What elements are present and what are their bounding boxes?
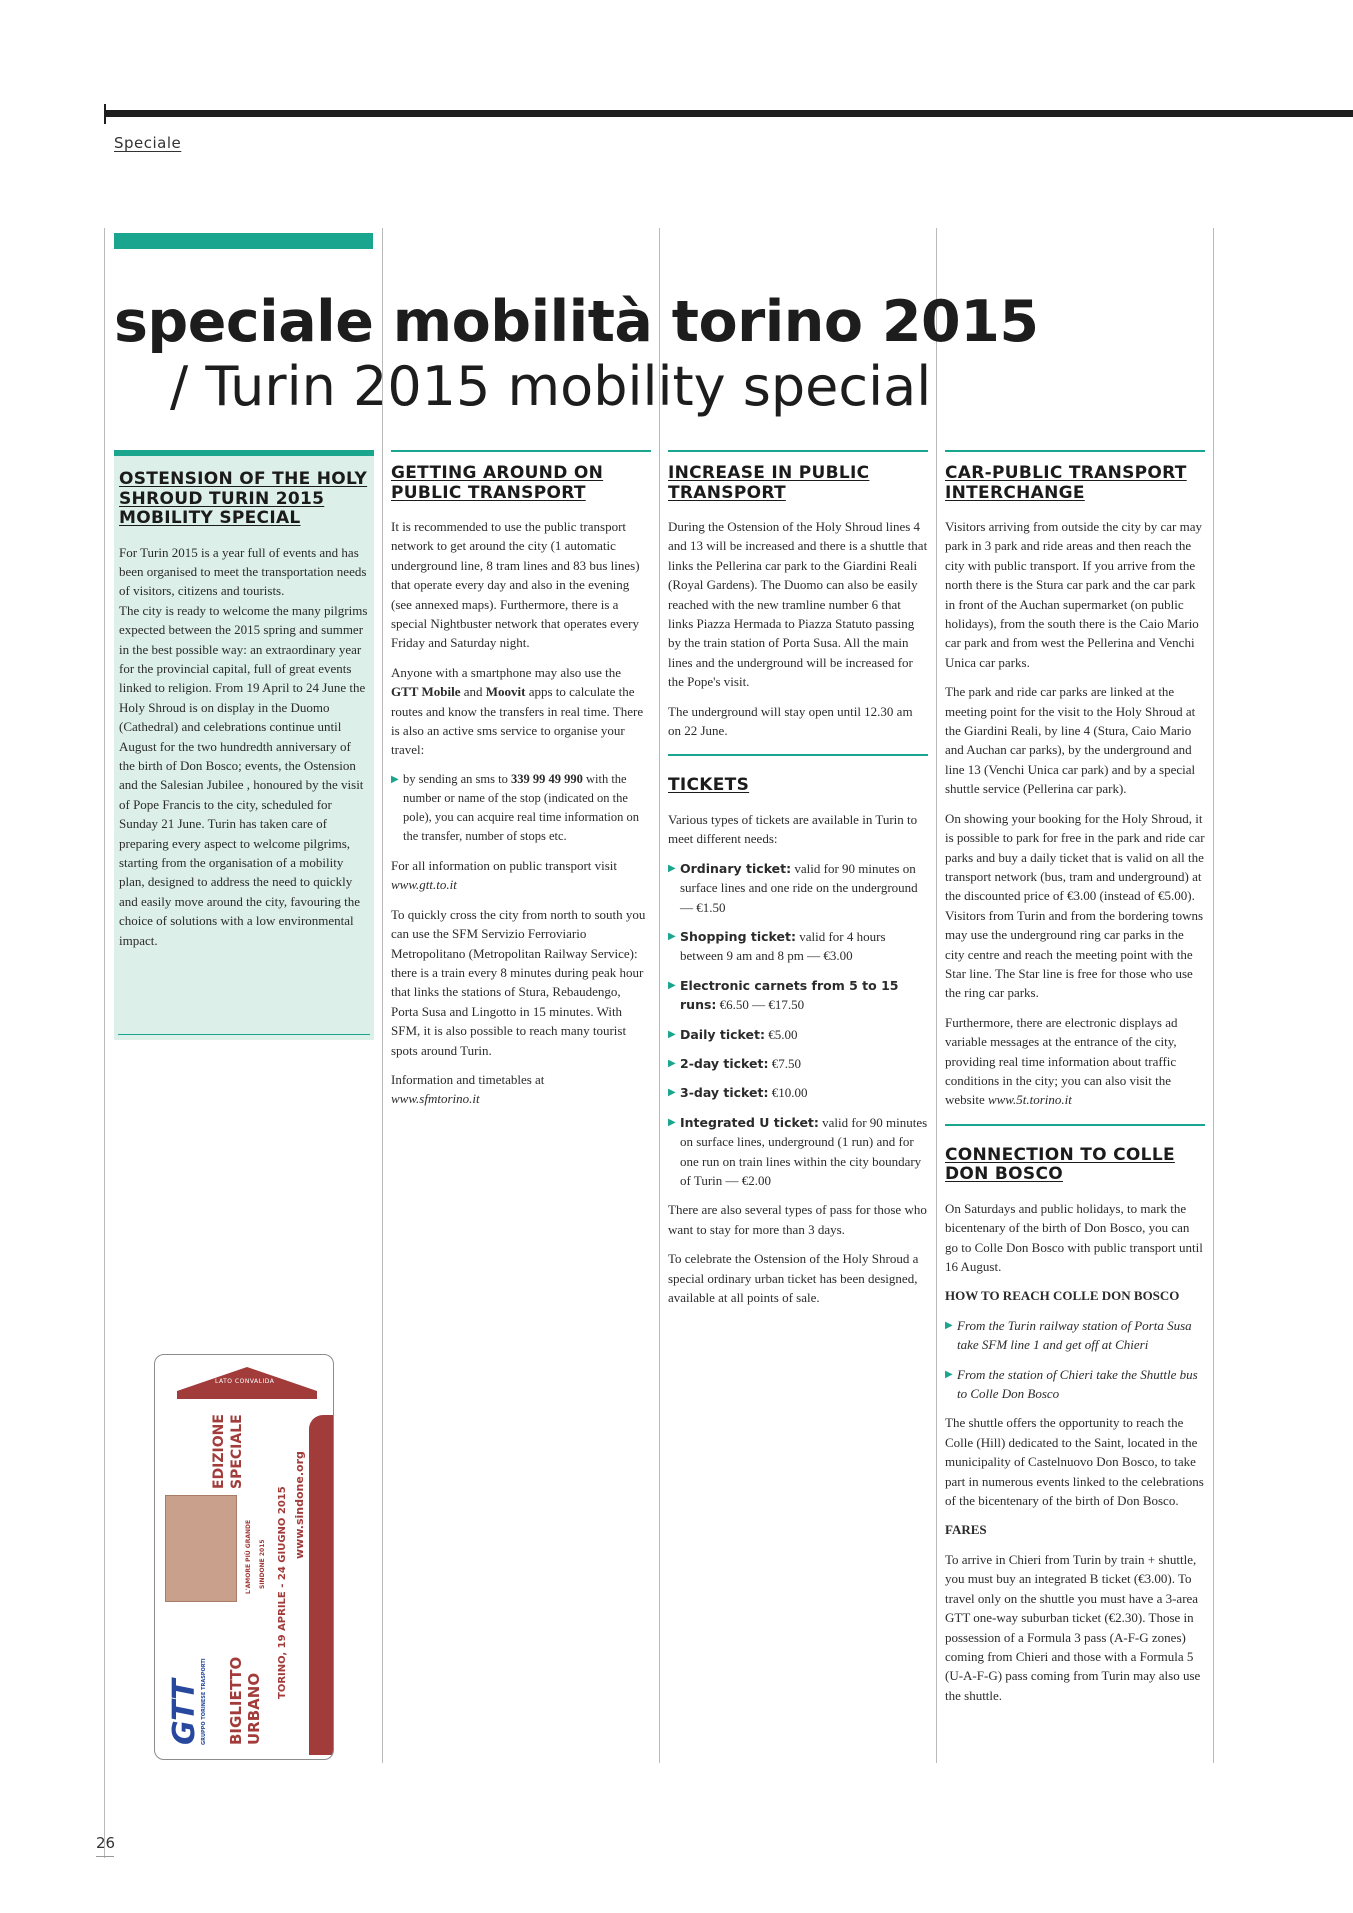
link-gtt[interactable]: www.gtt.to.it	[391, 877, 457, 893]
column-top-rule	[391, 450, 651, 452]
bullet-arrow-icon: ▶	[945, 1319, 953, 1331]
paragraph: To arrive in Chieri from Turin by train + shuttle, you must buy an integrated B ticket (€3.00). To travel only on the shuttle you must have a 3-area GTT one-way suburban ticket (€2.30). Those in possession of a Formula 3 pass (A-F-G zones) coming from Chieri and those with a Formula 5 (U-A-F-G) pass coming from Turin may also use the shuttle.	[945, 1551, 1201, 1703]
ticket-title-1: BIGLIETTO	[227, 1656, 245, 1745]
ticket-item	[668, 1083, 928, 1102]
list-item	[945, 1365, 1205, 1404]
ticket-desc: €7.50	[768, 1056, 801, 1072]
column-ostension	[114, 450, 374, 960]
list-item	[391, 770, 651, 846]
ticket-name: Integrated U ticket:	[680, 1114, 819, 1130]
column-top-rule	[945, 450, 1205, 452]
text: Anyone with a smartphone may also use the	[391, 664, 621, 680]
text: apps to calculate the routes and know the transfers in real time. There is also an active sms service to organise your travel:	[391, 684, 644, 758]
ticket-name: Shopping ticket:	[680, 929, 796, 944]
section-rule	[945, 1124, 1205, 1126]
list-item-text: From the station of Chieri take the Shuttle bus to Colle Don Bosco	[957, 1366, 1198, 1402]
bullet-arrow-icon: ▶	[668, 979, 676, 991]
heading-connection: CONNECTION TO COLLE DON BOSCO	[945, 1144, 1175, 1185]
column-getting-around	[391, 450, 651, 1119]
text: Furthermore, there are electronic displays ad variable messages at the entrance of the city, providing real time information about traffic conditions in the city; you can also visit the website	[945, 1014, 1178, 1108]
ticket-list	[668, 859, 928, 1191]
margin-line	[104, 228, 105, 1858]
ticket-edition-2: SPECIALE	[229, 1414, 245, 1489]
paragraph: Various types of tickets are available in Turin to meet different needs:	[668, 811, 918, 847]
bullet-arrow-icon: ▶	[668, 1116, 676, 1128]
page-title: speciale mobilità torino 2015	[114, 289, 1039, 355]
paragraph: There are also several types of pass for those who want to stay for more than 3 days.	[668, 1202, 927, 1237]
ticket-image	[154, 1354, 334, 1760]
ticket-name: Daily ticket:	[680, 1026, 765, 1042]
bullet-arrow-icon: ▶	[668, 1028, 676, 1040]
ticket-item	[668, 976, 928, 1015]
bullet-arrow-icon: ▶	[668, 862, 676, 874]
ticket-item	[668, 1113, 928, 1191]
paragraph	[391, 856, 651, 895]
column-divider	[382, 228, 383, 1763]
ticket-name: Ordinary ticket:	[680, 860, 792, 876]
bullet-arrow-icon: ▶	[668, 931, 676, 942]
bullet-arrow-icon: ▶	[945, 1368, 953, 1380]
column-top-rule	[114, 450, 374, 456]
ticket-desc: valid for 90 minutes on surface lines and one ride on the underground — €1.50	[680, 860, 918, 915]
ticket-website: www.sindone.org	[293, 1451, 306, 1559]
bullet-arrow-icon: ▶	[668, 1058, 676, 1070]
list-item	[945, 1316, 1205, 1355]
ticket-desc: valid for 4 hours between 9 am and 8 pm — €3.00	[680, 929, 886, 964]
page-number-rule	[96, 1856, 114, 1857]
paragraph	[391, 1070, 651, 1109]
ticket-name: 2-day ticket:	[680, 1056, 769, 1072]
app-name-moovit: Moovit	[485, 684, 526, 700]
ticket-shroud-year: SINDONE 2015	[259, 1539, 266, 1589]
ticket-dates: TORINO, 19 APRILE - 24 GIUGNO 2015	[277, 1486, 288, 1699]
paragraph: On showing your booking for the Holy Shroud, it is possible to park for free in the park and ride car parks and buy a daily ticket that is valid on all the transport network (bus, tram and underground) at the discounted price of €3.00 (instead of €5.00). Visitors from Turin and from the bordering towns may use the underground ring car parks in the city centre and reach the meeting point with the Star line. The Star line is free for those who use the ring car parks.	[945, 810, 1205, 1001]
column-bottom-rule	[118, 1034, 370, 1035]
paragraph: The city is ready to welcome the many pilgrims expected between the 2015 spring and summer in the best possible way: an extraordinary year for the provincial capital, full of great events linked to religion. From 19 April to 24 June the Holy Shroud is on display in the Duomo (Cathedral) and celebrations continue until August for the two hundredth anniversary of the birth of Don Bosco; events, the Ostension and the Salesian Jubilee , honoured by the visit of Pope Francis to the city, scheduled for Sunday 21 June. Turin has taken care of preparing every aspect to welcome pilgrims, starting from the organisation of a mobility plan, designed to address the need to quickly and easily move around the city, favouring the choice of solutions with a low environmental impact.	[119, 602, 368, 948]
text: and	[460, 684, 486, 700]
subheading-how-to-reach: HOW TO REACH COLLE DON BOSCO	[945, 1288, 1180, 1304]
paragraph	[391, 663, 651, 760]
ticket-edition-1: EDIZIONE	[211, 1414, 227, 1489]
ticket-code: Cod. 003	[303, 1710, 311, 1745]
ticket-desc: €5.00	[764, 1026, 798, 1042]
text: with the number or name of the stop (indicated on the pole), you can acquire real time information on the transfer, number of stops etc.	[403, 771, 640, 843]
heading-tickets: TICKETS	[668, 775, 750, 796]
paragraph: The shuttle offers the opportunity to reach the Colle (Hill) dedicated to the Saint, located in the municipality of Castelnuovo Don Bosco, to take part in numerous events linked to the celebrations of the bicentenary of the birth of Don Bosco.	[945, 1415, 1204, 1509]
paragraph: On Saturdays and public holidays, to mark the bicentenary of the birth of Don Bosco, you can go to Colle Don Bosco with public transport until 16 August.	[945, 1200, 1203, 1274]
ticket-name: Electronic carnets from 5 to 15 runs:	[680, 977, 899, 1013]
column-increase	[668, 450, 928, 1318]
text: For all information on public transport visit	[391, 857, 618, 873]
page-number: 26	[96, 1834, 116, 1852]
paragraph: To quickly cross the city from north to south you can use the SFM Servizio Ferroviario Metropolitano (Metropolitan Railway Service): there is a train every 8 minutes during peak hour that links the stations of Stura, Rebaudengo, Porta Susa and Lingotto in 15 minutes. With SFM, it is also possible to reach many tourist spots around Turin.	[391, 906, 646, 1058]
paragraph: During the Ostension of the Holy Shroud lines 4 and 13 will be increased and there is a shuttle that links the Pellerina car park to the Giardini Reali (Royal Gardens). The Duomo can also be easily reached with the new tramline number 6 that links Piazza Hermada to Piazza Statuto passing by the train station of Porta Susa. All the main lines and the underground will be increased for the Pope's visit.	[668, 519, 928, 690]
ticket-desc: €10.00	[768, 1085, 808, 1101]
list-item-text: From the Turin railway station of Porta Susa take SFM line 1 and get off at Chieri	[957, 1317, 1192, 1353]
sms-number: 339 99 49 990	[510, 771, 583, 786]
subheading-fares: FARES	[945, 1522, 987, 1538]
how-list	[945, 1316, 1205, 1404]
ticket-desc: valid for 90 minutes on surface lines, underground (1 run) and for one run on train lines within the city boundary of Turin — €2.00	[680, 1114, 928, 1189]
ticket-item	[668, 927, 928, 966]
ticket-item	[668, 1025, 928, 1044]
paragraph: To celebrate the Ostension of the Holy Shroud a special ordinary urban ticket has been designed, available at all points of sale.	[668, 1251, 919, 1306]
column-interchange	[945, 450, 1205, 1715]
ticket-rotated-text	[155, 1355, 333, 1759]
ticket-shroud-caption: L'AMORE PIÙ GRANDE	[245, 1519, 252, 1594]
bullet-arrow-icon: ▶	[391, 773, 399, 785]
paragraph	[945, 1013, 1205, 1110]
ticket-name: 3-day ticket:	[680, 1085, 769, 1101]
section-rule	[668, 754, 928, 756]
app-name-gtt: GTT Mobile	[391, 684, 461, 700]
ticket-item	[668, 1054, 928, 1073]
ticket-title-2: URBANO	[245, 1672, 263, 1745]
text: by sending an sms to	[403, 771, 511, 786]
title-accent-bar	[114, 233, 373, 249]
heading-getting-around: GETTING AROUND ON PUBLIC TRANSPORT	[391, 463, 604, 503]
column-divider	[659, 228, 660, 1763]
ticket-item	[668, 859, 928, 917]
text: Information and timetables at	[391, 1071, 545, 1087]
page-subtitle: / Turin 2015 mobility special	[170, 355, 932, 418]
column-top-rule	[668, 450, 928, 452]
column-divider	[1213, 228, 1214, 1763]
bullet-arrow-icon: ▶	[668, 1087, 676, 1099]
paragraph: The underground will stay open until 12.30 am on 22 June.	[668, 703, 913, 739]
link-sfm[interactable]: www.sfmtorino.it	[391, 1091, 480, 1107]
heading-interchange: CAR-PUBLIC TRANSPORT INTERCHANGE	[945, 463, 1187, 503]
section-label: Speciale	[114, 134, 182, 152]
paragraph: It is recommended to use the public transport network to get around the city (1 automatic underground line, 8 tram lines and 83 bus lines) that operate every day and also in the evening (see annexed maps). Furthermore, there is a special Nightbuster network that operates every Friday and Saturday night.	[391, 519, 640, 651]
gtt-logo-subtitle: GRUPPO TORINESE TRASPORTI	[201, 1658, 207, 1745]
link-5t[interactable]: www.5t.torino.it	[987, 1092, 1072, 1108]
ticket-validation-label: LATO CONVALIDA	[215, 1378, 275, 1385]
heading-increase: INCREASE IN PUBLIC TRANSPORT	[668, 463, 870, 503]
header-rule	[104, 110, 1353, 117]
heading-ostension: OSTENSION OF THE HOLY SHROUD TURIN 2015 MOBILITY SPECIAL	[119, 469, 368, 528]
paragraph: For Turin 2015 is a year full of events and has been organised to meet the transportation needs of visitors, citizens and tourists.	[119, 544, 367, 599]
paragraph: The park and ride car parks are linked at the meeting point for the visit to the Holy Shroud at the Giardini Reali, by line 4 (Stura, Caio Mario and Auchan car parks), by the underground and line 13 (Venchi Unica car park) and by a special shuttle service (Pellerina car park).	[945, 684, 1196, 797]
ticket-arrow-bar	[177, 1391, 317, 1399]
ticket-desc: €6.50 — €17.50	[716, 997, 805, 1013]
paragraph: Visitors arriving from outside the city by car may park in 3 park and ride areas and then reach the city with public transport. If you arrive from the north there is the Stura car park and the car park in front of the Auchan supermarket (on public holidays), from the south there is the Caio Mario car park and from west the Pellerina and Venchi Unica car parks.	[945, 519, 1202, 670]
column-divider	[936, 228, 937, 1763]
gtt-logo: GTT	[167, 1679, 202, 1745]
